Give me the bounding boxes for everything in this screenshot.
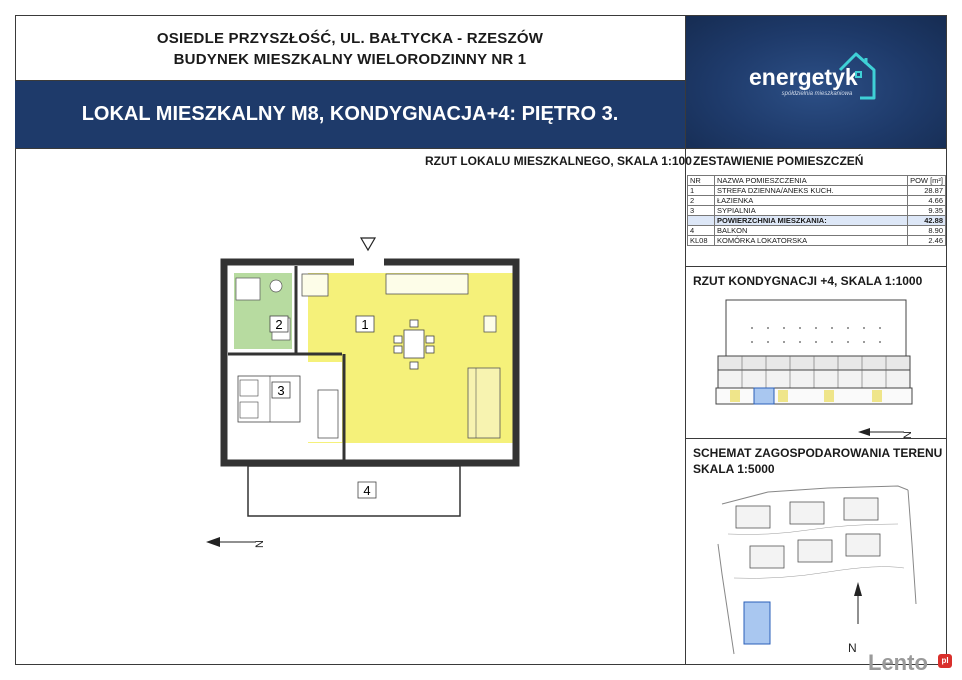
cell-area: 9.35 <box>908 206 946 216</box>
col-nr: NR <box>688 176 715 186</box>
house-outline-icon <box>836 50 878 100</box>
room-label-1: 1 <box>361 317 369 332</box>
svg-text:N: N <box>254 540 266 548</box>
table-row <box>688 206 946 216</box>
site-plan-scale: SKALA 1:5000 <box>693 462 775 476</box>
plan-north-arrow-icon <box>206 532 272 552</box>
table-row <box>688 236 946 246</box>
room-table-title: ZESTAWIENIE POMIESZCZEŃ <box>693 154 864 168</box>
divider <box>15 148 947 149</box>
cell-name: STREFA DZIENNA/ANEKS KUCH. <box>715 186 908 196</box>
cell-name: SYPIALNIA <box>715 206 908 216</box>
watermark-badge: pl <box>938 654 952 668</box>
north-label: N <box>848 641 857 655</box>
svg-text:N: N <box>902 431 914 439</box>
unit-title: LOKAL MIESZKALNY M8, KONDYGNACJA+4: PIĘTRO 3. <box>81 103 619 125</box>
cell-nr: 4 <box>688 226 715 236</box>
watermark-text: Lento <box>868 650 928 675</box>
logo-tagline: spółdzielnia mieszkaniowa <box>781 91 853 97</box>
table-row <box>688 226 946 236</box>
cell-area: 28.87 <box>908 186 946 196</box>
cell-name: KOMÓRKA LOKATORSKA <box>715 236 908 246</box>
apartment-floor-plan <box>214 238 524 528</box>
table-row <box>688 196 946 206</box>
col-area: POW [m²] <box>908 176 946 186</box>
entrance-marker-icon <box>361 238 375 250</box>
room-label-3: 3 <box>277 383 285 398</box>
cell-nr: 1 <box>688 186 715 196</box>
floor-overview-drawing <box>712 298 916 416</box>
plan-title: RZUT LOKALU MIESZKALNEGO, SKALA 1:100 <box>425 154 692 168</box>
room-table <box>687 175 946 246</box>
total-row <box>688 216 946 226</box>
site-plan-drawing <box>708 484 938 660</box>
estate-address: OSIEDLE PRZYSZŁOŚĆ, UL. BAŁTYCKA - RZESZÓW <box>156 30 544 47</box>
cell-name: ŁAZIENKA <box>715 196 908 206</box>
site-plan-title: SCHEMAT ZAGOSPODAROWANIA TERENU <box>693 446 943 460</box>
floor-overview-title: RZUT KONDYGNACJI +4, SKALA 1:1000 <box>693 274 923 288</box>
table-header-row <box>688 176 946 186</box>
cell-nr: KL08 <box>688 236 715 246</box>
cell-area: 8.90 <box>908 226 946 236</box>
building-name: BUDYNEK MIESZKALNY WIELORODZINNY NR 1 <box>173 51 527 68</box>
cell-name: BALKON <box>715 226 908 236</box>
cell-nr <box>688 216 715 226</box>
cell-nr: 2 <box>688 196 715 206</box>
logo-wordmark: energetyk <box>749 64 858 90</box>
total-area: 42.88 <box>908 216 946 226</box>
room-label-4: 4 <box>363 483 371 498</box>
divider <box>685 266 947 267</box>
cell-area: 4.66 <box>908 196 946 206</box>
north-arrow-icon <box>858 424 920 444</box>
cell-area: 2.46 <box>908 236 946 246</box>
room-label-2: 2 <box>275 317 283 332</box>
col-name: NAZWA POMIESZCZENIA <box>715 176 908 186</box>
table-row <box>688 186 946 196</box>
total-label: POWIERZCHNIA MIESZKANIA: <box>715 216 908 226</box>
cell-nr: 3 <box>688 206 715 216</box>
